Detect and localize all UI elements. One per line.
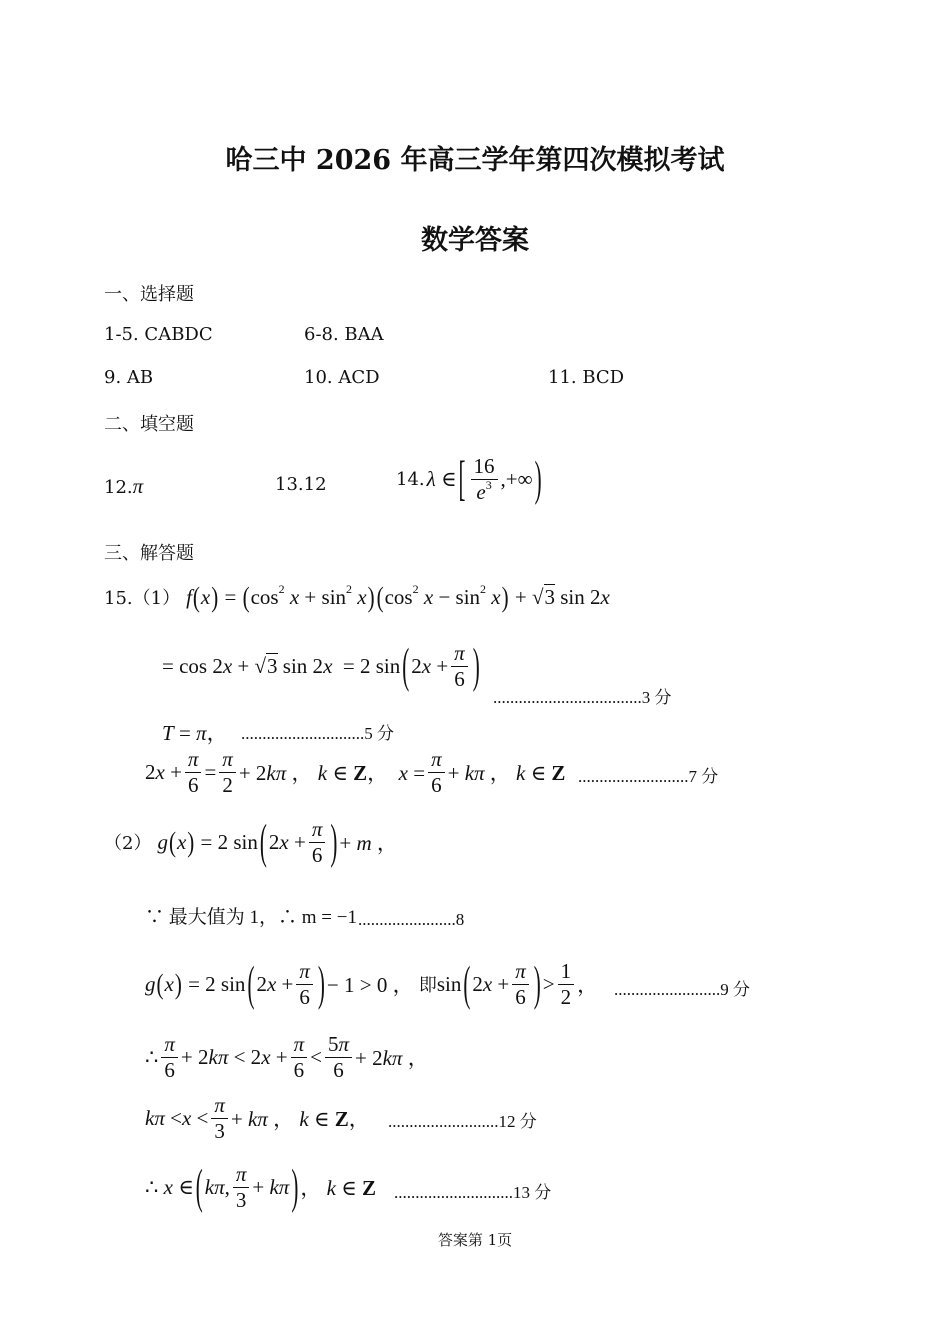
q15-line2-text: = cos 2x + √3 sin 2x = 2 sin: [162, 653, 401, 678]
answer-1-5: 1-5. CABDC: [104, 324, 213, 345]
answer-14-fraction: [471, 455, 498, 503]
answer-14: [396, 450, 544, 506]
section-choice: 一、选择题: [104, 284, 194, 305]
answer-6-8: 6-8. BAA: [304, 324, 384, 345]
q15-axis-line: 2x + $\frac{\pi}{6}$ = $\frac{\pi}{2}$ + 2kπ ， k ∈ Z， x = $\frac{\pi}{6}$ + kπ ， k ∈ Z: [145, 747, 566, 797]
section-fill: 二、填空题: [104, 414, 194, 435]
fraction-numerator: 16: [471, 455, 498, 480]
answer-12-value: π: [132, 474, 144, 498]
q15-score-13: ............................13 分: [394, 1183, 552, 1202]
answer-12: [104, 474, 143, 499]
q15-line2: = cos 2x + √3 sin 2x = 2 sin ( 2x + $\frac{\pi}{6}$ ): [162, 637, 480, 693]
q15-period: T = π，: [162, 721, 228, 745]
answer-14-tail: ,+∞: [500, 466, 533, 491]
answer-10: 10. ACD: [304, 367, 380, 388]
page-title: 哈三中 2026 年高三学年第四次模拟考试: [225, 145, 725, 176]
q15-score-5: .............................5 分: [241, 724, 394, 743]
q15-max-line: ∵ 最大值为 1，∴ m = −1: [145, 907, 357, 928]
answer-9: 9. AB: [104, 367, 154, 388]
q15-score-12: ..........................12 分: [388, 1112, 537, 1131]
answer-13: 13.12: [275, 474, 327, 495]
q15-line1: [104, 580, 610, 614]
answer-14-lambda: λ ∈: [426, 466, 457, 491]
q15-kpi-line: kπ < x < $\frac{\pi}{3}$ + kπ ， k ∈ Z，: [145, 1093, 370, 1143]
answer-14-label: 14.: [396, 468, 425, 490]
jide-text: 即: [418, 975, 437, 996]
page-footer: 答案第 1页: [437, 1231, 513, 1249]
q15-ineq-line: g ( x ) = 2 sin ( 2x + $\frac{\pi}{6}$ ) − 1 > 0 ， 即 sin ( 2x + $\frac{\pi}{6}$ ) > $\frac{1}{2}$ ，: [145, 955, 599, 1011]
page-subtitle: 数学答案: [421, 225, 529, 256]
q15-score-9: .........................9 分: [614, 980, 750, 999]
q15-score-7: ..........................7 分: [578, 767, 719, 786]
fraction-denominator: $e^3$: [476, 477, 492, 504]
answer-11: 11. BCD: [548, 367, 625, 388]
q15-part2: （2） g ( x ) = 2 sin ( 2x + $\frac{\pi}{6}$ ) + m ，: [104, 813, 398, 869]
q15-label: 15.（1）: [104, 588, 181, 609]
right-paren: ): [534, 450, 542, 506]
q15-final-line: ∴ x ∈ ( kπ, $\frac{\pi}{3}$ + kπ ) ， k ∈ Z: [145, 1158, 376, 1214]
q15-part2-label: （2）: [104, 833, 152, 855]
answer-12-label: 12.: [104, 477, 133, 498]
q15-score-3: ...................................3 分: [493, 688, 672, 707]
q15-score-8: .......................8: [358, 910, 465, 929]
q15-formula1: $f(x) = (\cos^2$ $x + \sin^2 x)(\cos^2$ $x - \sin^2 x) + √3$ sin 2x: [186, 580, 610, 614]
section-solve: 三、解答题: [104, 543, 194, 564]
q15-therefore-line: ∴ $\frac{\pi}{6}$ + 2kπ < 2x + $\frac{\pi}{6}$ < $\frac{5\pi}{6}$ + 2kπ ，: [145, 1032, 429, 1082]
left-bracket: [: [458, 450, 466, 506]
